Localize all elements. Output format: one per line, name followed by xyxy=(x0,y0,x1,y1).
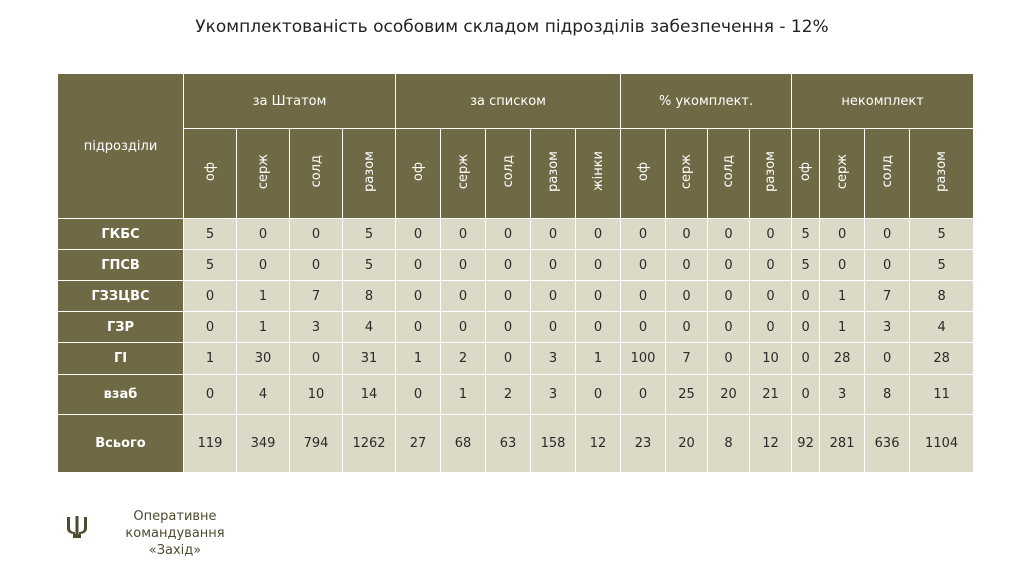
table-cell: 0 xyxy=(486,281,531,312)
table-cell: 0 xyxy=(666,250,708,281)
unit-column-header: підрозділи xyxy=(58,74,184,219)
table-cell: 636 xyxy=(865,415,910,473)
organization-name xyxy=(100,508,250,559)
subheader-label: разом xyxy=(361,151,377,192)
subheader-row xyxy=(58,129,974,219)
subheader-label: серж xyxy=(834,153,850,190)
subheader-label: оф xyxy=(202,161,218,182)
table-cell: 0 xyxy=(441,281,486,312)
subheader-cell xyxy=(237,129,290,219)
table-cell: 7 xyxy=(865,281,910,312)
table-cell: 0 xyxy=(621,375,666,415)
table-cell: 2 xyxy=(486,375,531,415)
table-cell: 30 xyxy=(237,343,290,375)
table-cell: 1 xyxy=(576,343,621,375)
table-cell: 0 xyxy=(237,219,290,250)
table-cell: 158 xyxy=(531,415,576,473)
org-line-1: Оперативне xyxy=(133,509,217,524)
table-cell: 0 xyxy=(621,312,666,343)
row-unit-name: ГЗР xyxy=(58,312,184,343)
table-cell: 0 xyxy=(441,250,486,281)
table-cell: 119 xyxy=(184,415,237,473)
subheader-cell xyxy=(910,129,974,219)
subheader-label: оф xyxy=(635,161,651,182)
table-row xyxy=(58,415,974,473)
table-cell: 0 xyxy=(290,219,343,250)
table-cell: 0 xyxy=(708,312,750,343)
table-cell: 0 xyxy=(486,312,531,343)
row-unit-name: Всього xyxy=(58,415,184,473)
table-cell: 100 xyxy=(621,343,666,375)
table-cell: 5 xyxy=(910,250,974,281)
table-cell: 0 xyxy=(576,219,621,250)
row-unit-name: ГЗЗЦВС xyxy=(58,281,184,312)
table-body xyxy=(58,219,974,473)
table-cell: 10 xyxy=(750,343,792,375)
table-cell: 349 xyxy=(237,415,290,473)
table-cell: 20 xyxy=(666,415,708,473)
table-cell: 92 xyxy=(792,415,820,473)
subheader-cell xyxy=(750,129,792,219)
subheader-label: жінки xyxy=(590,151,606,192)
table-cell: 4 xyxy=(237,375,290,415)
table-cell: 0 xyxy=(621,250,666,281)
subheader-cell xyxy=(621,129,666,219)
subheader-cell xyxy=(820,129,865,219)
subheader-label: солд xyxy=(879,155,895,188)
table-cell: 0 xyxy=(290,250,343,281)
table-cell: 0 xyxy=(750,219,792,250)
table-cell: 0 xyxy=(184,281,237,312)
table-cell: 11 xyxy=(910,375,974,415)
table-cell: 1 xyxy=(396,343,441,375)
subheader-cell xyxy=(865,129,910,219)
subheader-cell xyxy=(343,129,396,219)
subheader-label: солд xyxy=(308,155,324,188)
table-cell: 1262 xyxy=(343,415,396,473)
subheader-label: разом xyxy=(545,151,561,192)
table-cell: 1 xyxy=(237,312,290,343)
row-unit-name: ГПСВ xyxy=(58,250,184,281)
table-cell: 8 xyxy=(865,375,910,415)
table-cell: 0 xyxy=(396,219,441,250)
page-title: Укомплектованість особовим складом підрозділів забезпечення - 12% xyxy=(195,17,829,37)
table-cell: 0 xyxy=(708,219,750,250)
subheader-label: солд xyxy=(500,155,516,188)
table-cell: 0 xyxy=(396,312,441,343)
table-cell: 0 xyxy=(396,375,441,415)
table-cell: 0 xyxy=(396,250,441,281)
subheader-label: серж xyxy=(455,153,471,190)
group-header-shortage: некомплект xyxy=(792,74,974,129)
org-line-3: «Захід» xyxy=(148,543,202,558)
subheader-label: солд xyxy=(721,155,737,188)
table-cell: 0 xyxy=(750,312,792,343)
group-header-staff: за Штатом xyxy=(184,74,396,129)
table-cell: 0 xyxy=(820,250,865,281)
table-cell: 0 xyxy=(666,219,708,250)
table-cell: 0 xyxy=(621,281,666,312)
table-cell: 5 xyxy=(184,250,237,281)
table-cell: 0 xyxy=(792,343,820,375)
table-cell: 5 xyxy=(343,250,396,281)
table-row xyxy=(58,312,974,343)
table-cell: 0 xyxy=(666,281,708,312)
table-cell: 5 xyxy=(792,250,820,281)
staffing-table xyxy=(57,73,974,473)
row-unit-name: взаб xyxy=(58,375,184,415)
table-cell: 0 xyxy=(576,281,621,312)
table-cell: 0 xyxy=(750,250,792,281)
table-cell: 4 xyxy=(343,312,396,343)
table-cell: 0 xyxy=(576,375,621,415)
table-cell: 0 xyxy=(441,312,486,343)
table-cell: 3 xyxy=(820,375,865,415)
table-cell: 5 xyxy=(910,219,974,250)
subheader-cell xyxy=(576,129,621,219)
group-header-percent: % укомплект. xyxy=(621,74,792,129)
table-cell: 0 xyxy=(865,250,910,281)
table-cell: 4 xyxy=(910,312,974,343)
table-cell: 0 xyxy=(666,312,708,343)
table-cell: 0 xyxy=(237,250,290,281)
table-row xyxy=(58,250,974,281)
subheader-cell xyxy=(531,129,576,219)
table-cell: 0 xyxy=(184,375,237,415)
table-cell: 1 xyxy=(441,375,486,415)
table-cell: 0 xyxy=(486,250,531,281)
table-cell: 10 xyxy=(290,375,343,415)
table-cell: 0 xyxy=(576,312,621,343)
table-cell: 0 xyxy=(708,250,750,281)
table-cell: 0 xyxy=(708,281,750,312)
table-cell: 0 xyxy=(865,219,910,250)
table-cell: 1 xyxy=(184,343,237,375)
org-line-2: командування xyxy=(125,526,225,541)
table-cell: 0 xyxy=(486,343,531,375)
table-cell: 12 xyxy=(576,415,621,473)
subheader-label: серж xyxy=(679,153,695,190)
table-cell: 0 xyxy=(792,375,820,415)
table-cell: 63 xyxy=(486,415,531,473)
table-cell: 21 xyxy=(750,375,792,415)
subheader-cell xyxy=(441,129,486,219)
table-cell: 28 xyxy=(820,343,865,375)
table-cell: 28 xyxy=(910,343,974,375)
table-cell: 0 xyxy=(576,250,621,281)
table-cell: 7 xyxy=(666,343,708,375)
table-cell: 1 xyxy=(237,281,290,312)
table-cell: 0 xyxy=(531,219,576,250)
table-cell: 1104 xyxy=(910,415,974,473)
group-header-list: за списком xyxy=(396,74,621,129)
table-cell: 20 xyxy=(708,375,750,415)
subheader-label: разом xyxy=(763,151,779,192)
row-unit-name: ГІ xyxy=(58,343,184,375)
subheader-cell xyxy=(708,129,750,219)
table-cell: 68 xyxy=(441,415,486,473)
subheader-label: оф xyxy=(798,161,814,182)
table-cell: 3 xyxy=(865,312,910,343)
table-cell: 794 xyxy=(290,415,343,473)
table-cell: 8 xyxy=(343,281,396,312)
table-cell: 0 xyxy=(531,250,576,281)
table-cell: 25 xyxy=(666,375,708,415)
table-cell: 3 xyxy=(290,312,343,343)
table-cell: 0 xyxy=(750,281,792,312)
table-cell: 7 xyxy=(290,281,343,312)
table-cell: 0 xyxy=(792,281,820,312)
table-cell: 8 xyxy=(910,281,974,312)
subheader-cell xyxy=(396,129,441,219)
table-cell: 23 xyxy=(621,415,666,473)
table-cell: 5 xyxy=(792,219,820,250)
table-cell: 3 xyxy=(531,375,576,415)
table-cell: 3 xyxy=(531,343,576,375)
table-row xyxy=(58,219,974,250)
table-cell: 0 xyxy=(290,343,343,375)
subheader-label: серж xyxy=(255,153,271,190)
table-cell: 0 xyxy=(621,219,666,250)
table-cell: 0 xyxy=(865,343,910,375)
table-cell: 1 xyxy=(820,312,865,343)
subheader-cell xyxy=(486,129,531,219)
table-cell: 27 xyxy=(396,415,441,473)
table-cell: 0 xyxy=(820,219,865,250)
table-cell: 0 xyxy=(396,281,441,312)
table-cell: 2 xyxy=(441,343,486,375)
subheader-cell xyxy=(184,129,237,219)
table-cell: 0 xyxy=(486,219,531,250)
row-unit-name: ГКБС xyxy=(58,219,184,250)
table-cell: 5 xyxy=(184,219,237,250)
table-cell: 14 xyxy=(343,375,396,415)
table-cell: 31 xyxy=(343,343,396,375)
subheader-cell xyxy=(666,129,708,219)
subheader-label: оф xyxy=(410,161,426,182)
table-cell: 0 xyxy=(531,281,576,312)
table-cell: 0 xyxy=(184,312,237,343)
table-cell: 0 xyxy=(441,219,486,250)
table-cell: 281 xyxy=(820,415,865,473)
table-row xyxy=(58,343,974,375)
table-cell: 1 xyxy=(820,281,865,312)
table-row xyxy=(58,375,974,415)
table-row xyxy=(58,281,974,312)
subheader-label: разом xyxy=(934,151,950,192)
subheader-cell xyxy=(290,129,343,219)
table-cell: 12 xyxy=(750,415,792,473)
table-cell: 8 xyxy=(708,415,750,473)
table-cell: 0 xyxy=(708,343,750,375)
table-cell: 0 xyxy=(792,312,820,343)
table-cell: 5 xyxy=(343,219,396,250)
footer-logo xyxy=(60,508,260,568)
table-cell: 0 xyxy=(531,312,576,343)
subheader-cell xyxy=(792,129,820,219)
trident-icon xyxy=(64,514,90,540)
